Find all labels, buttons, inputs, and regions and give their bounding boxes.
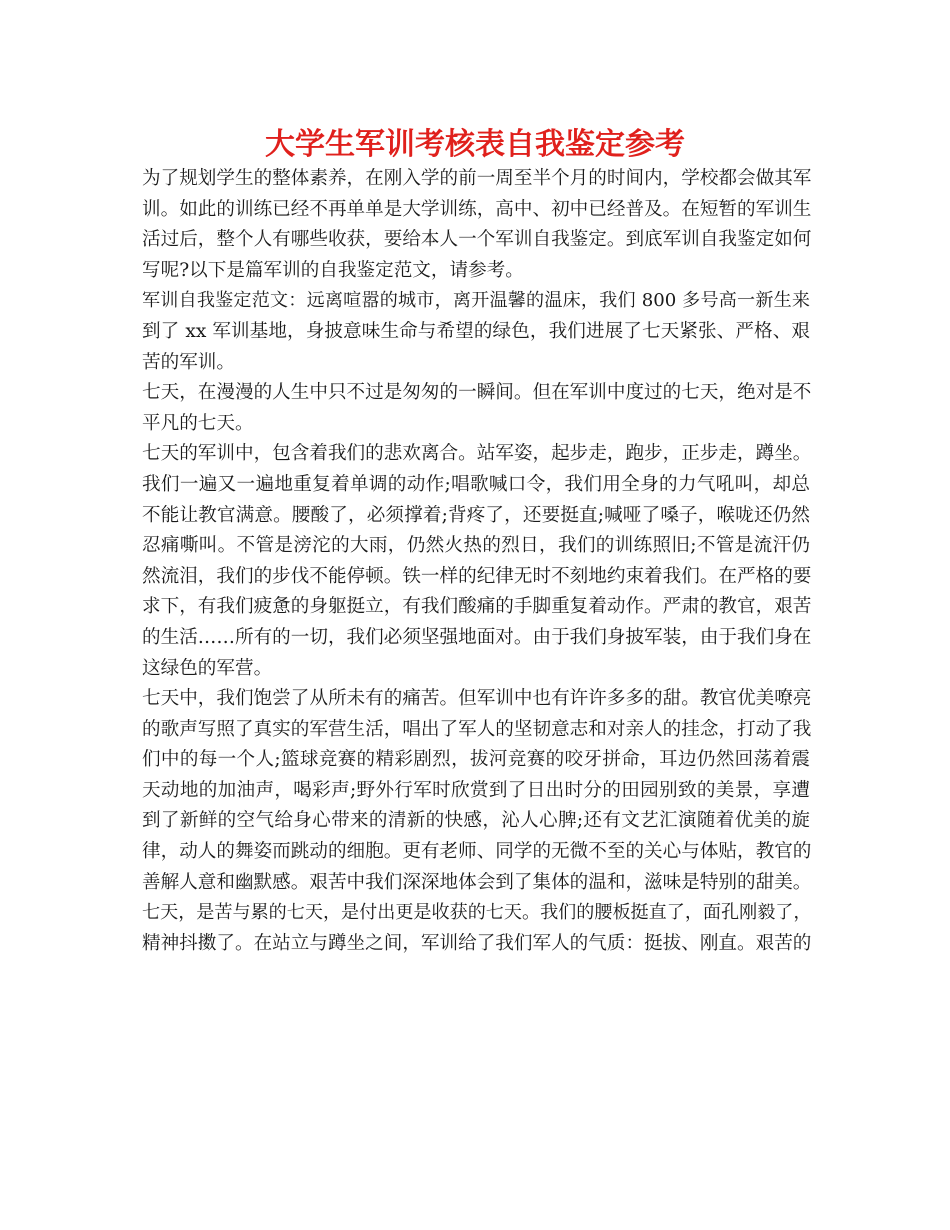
body-line: 们中的每一个人;篮球竞赛的精彩剧烈，拔河竞赛的咬牙拼命，耳边仍然回荡着震 (142, 749, 810, 771)
body-line: 平凡的七天。 (142, 412, 254, 434)
body-line: 苦的军训。 (142, 351, 235, 373)
body-line: 精神抖擞了。在站立与蹲坐之间，军训给了我们军人的气质：挺拔、刚直。艰苦的 (142, 932, 812, 954)
body-line: 求下，有我们疲惫的身躯挺立，有我们酸痛的手脚重复着动作。严肃的教官，艰苦 (142, 596, 812, 618)
body-line: 军训自我鉴定范文：远离喧嚣的城市，离开温馨的温床，我们 800 多号高一新生来 (142, 290, 810, 312)
body-line: 七天中，我们饱尝了从所未有的痛苦。但军训中也有许许多多的甜。教官优美嘹亮 (142, 688, 812, 710)
body-line: 的歌声写照了真实的军营生活，唱出了军人的坚韧意志和对亲人的挂念，打动了我 (142, 718, 812, 740)
body-line: 我们一遍又一遍地重复着单调的动作;唱歌喊口令，我们用全身的力气吼叫，却总 (142, 473, 810, 495)
body-line: 天动地的加油声，喝彩声;野外行军时欣赏到了日出时分的田园别致的美景，享遭 (142, 779, 810, 801)
body-line: 训。如此的训练已经不再单单是大学训练，高中、初中已经普及。在短暂的军训生 (142, 198, 812, 220)
body-line: 到了 xx 军训基地，身披意味生命与希望的绿色，我们进展了七天紧张、严格、艰 (142, 320, 810, 342)
body-line: 活过后，整个人有哪些收获，要给本人一个军训自我鉴定。到底军训自我鉴定如何 (142, 229, 812, 251)
document-title: 大学生军训考核表自我鉴定参考 (265, 127, 685, 162)
body-line: 为了规划学生的整体素养，在刚入学的前一周至半个月的时间内，学校都会做其军 (142, 168, 812, 189)
body-line: 到了新鲜的空气给身心带来的清新的快感，沁人心脾;还有文艺汇演随着优美的旋 (142, 810, 810, 832)
body-line: 然流泪，我们的步伐不能停顿。铁一样的纪律无时不刻地约束着我们。在严格的要 (142, 565, 812, 587)
body-line: 七天，在漫漫的人生中只不过是匆匆的一瞬间。但在军训中度过的七天，绝对是不 (142, 382, 812, 404)
body-line: 忍痛嘶叫。不管是滂沱的大雨，仍然火热的烈日，我们的训练照旧;不管是流汗仍 (142, 535, 810, 557)
body-line: 七天的军训中，包含着我们的悲欢离合。站军姿，起步走，跑步，正步走，蹲坐。 (142, 443, 812, 465)
body-line: 善解人意和幽默感。艰苦中我们深深地体会到了集体的温和，滋味是特别的甜美。 (142, 871, 812, 893)
body-line: 律，动人的舞姿而跳动的细胞。更有老师、同学的无微不至的关心与体贴，教官的 (142, 841, 812, 863)
body-line: 七天，是苦与累的七天，是付出更是收获的七天。我们的腰板挺直了，面孔刚毅了， (142, 902, 812, 924)
body-line: 不能让教官满意。腰酸了，必须撑着;背疼了，还要挺直;喊哑了嗓子，喉咙还仍然 (142, 504, 810, 526)
body-line: 这绿色的军营。 (142, 657, 273, 679)
document-body (142, 164, 810, 959)
body-line: 写呢?以下是篇军训的自我鉴定范文，请参考。 (142, 259, 524, 281)
body-line: 的生活……所有的一切，我们必须坚强地面对。由于我们身披军装，由于我们身在 (142, 626, 812, 648)
